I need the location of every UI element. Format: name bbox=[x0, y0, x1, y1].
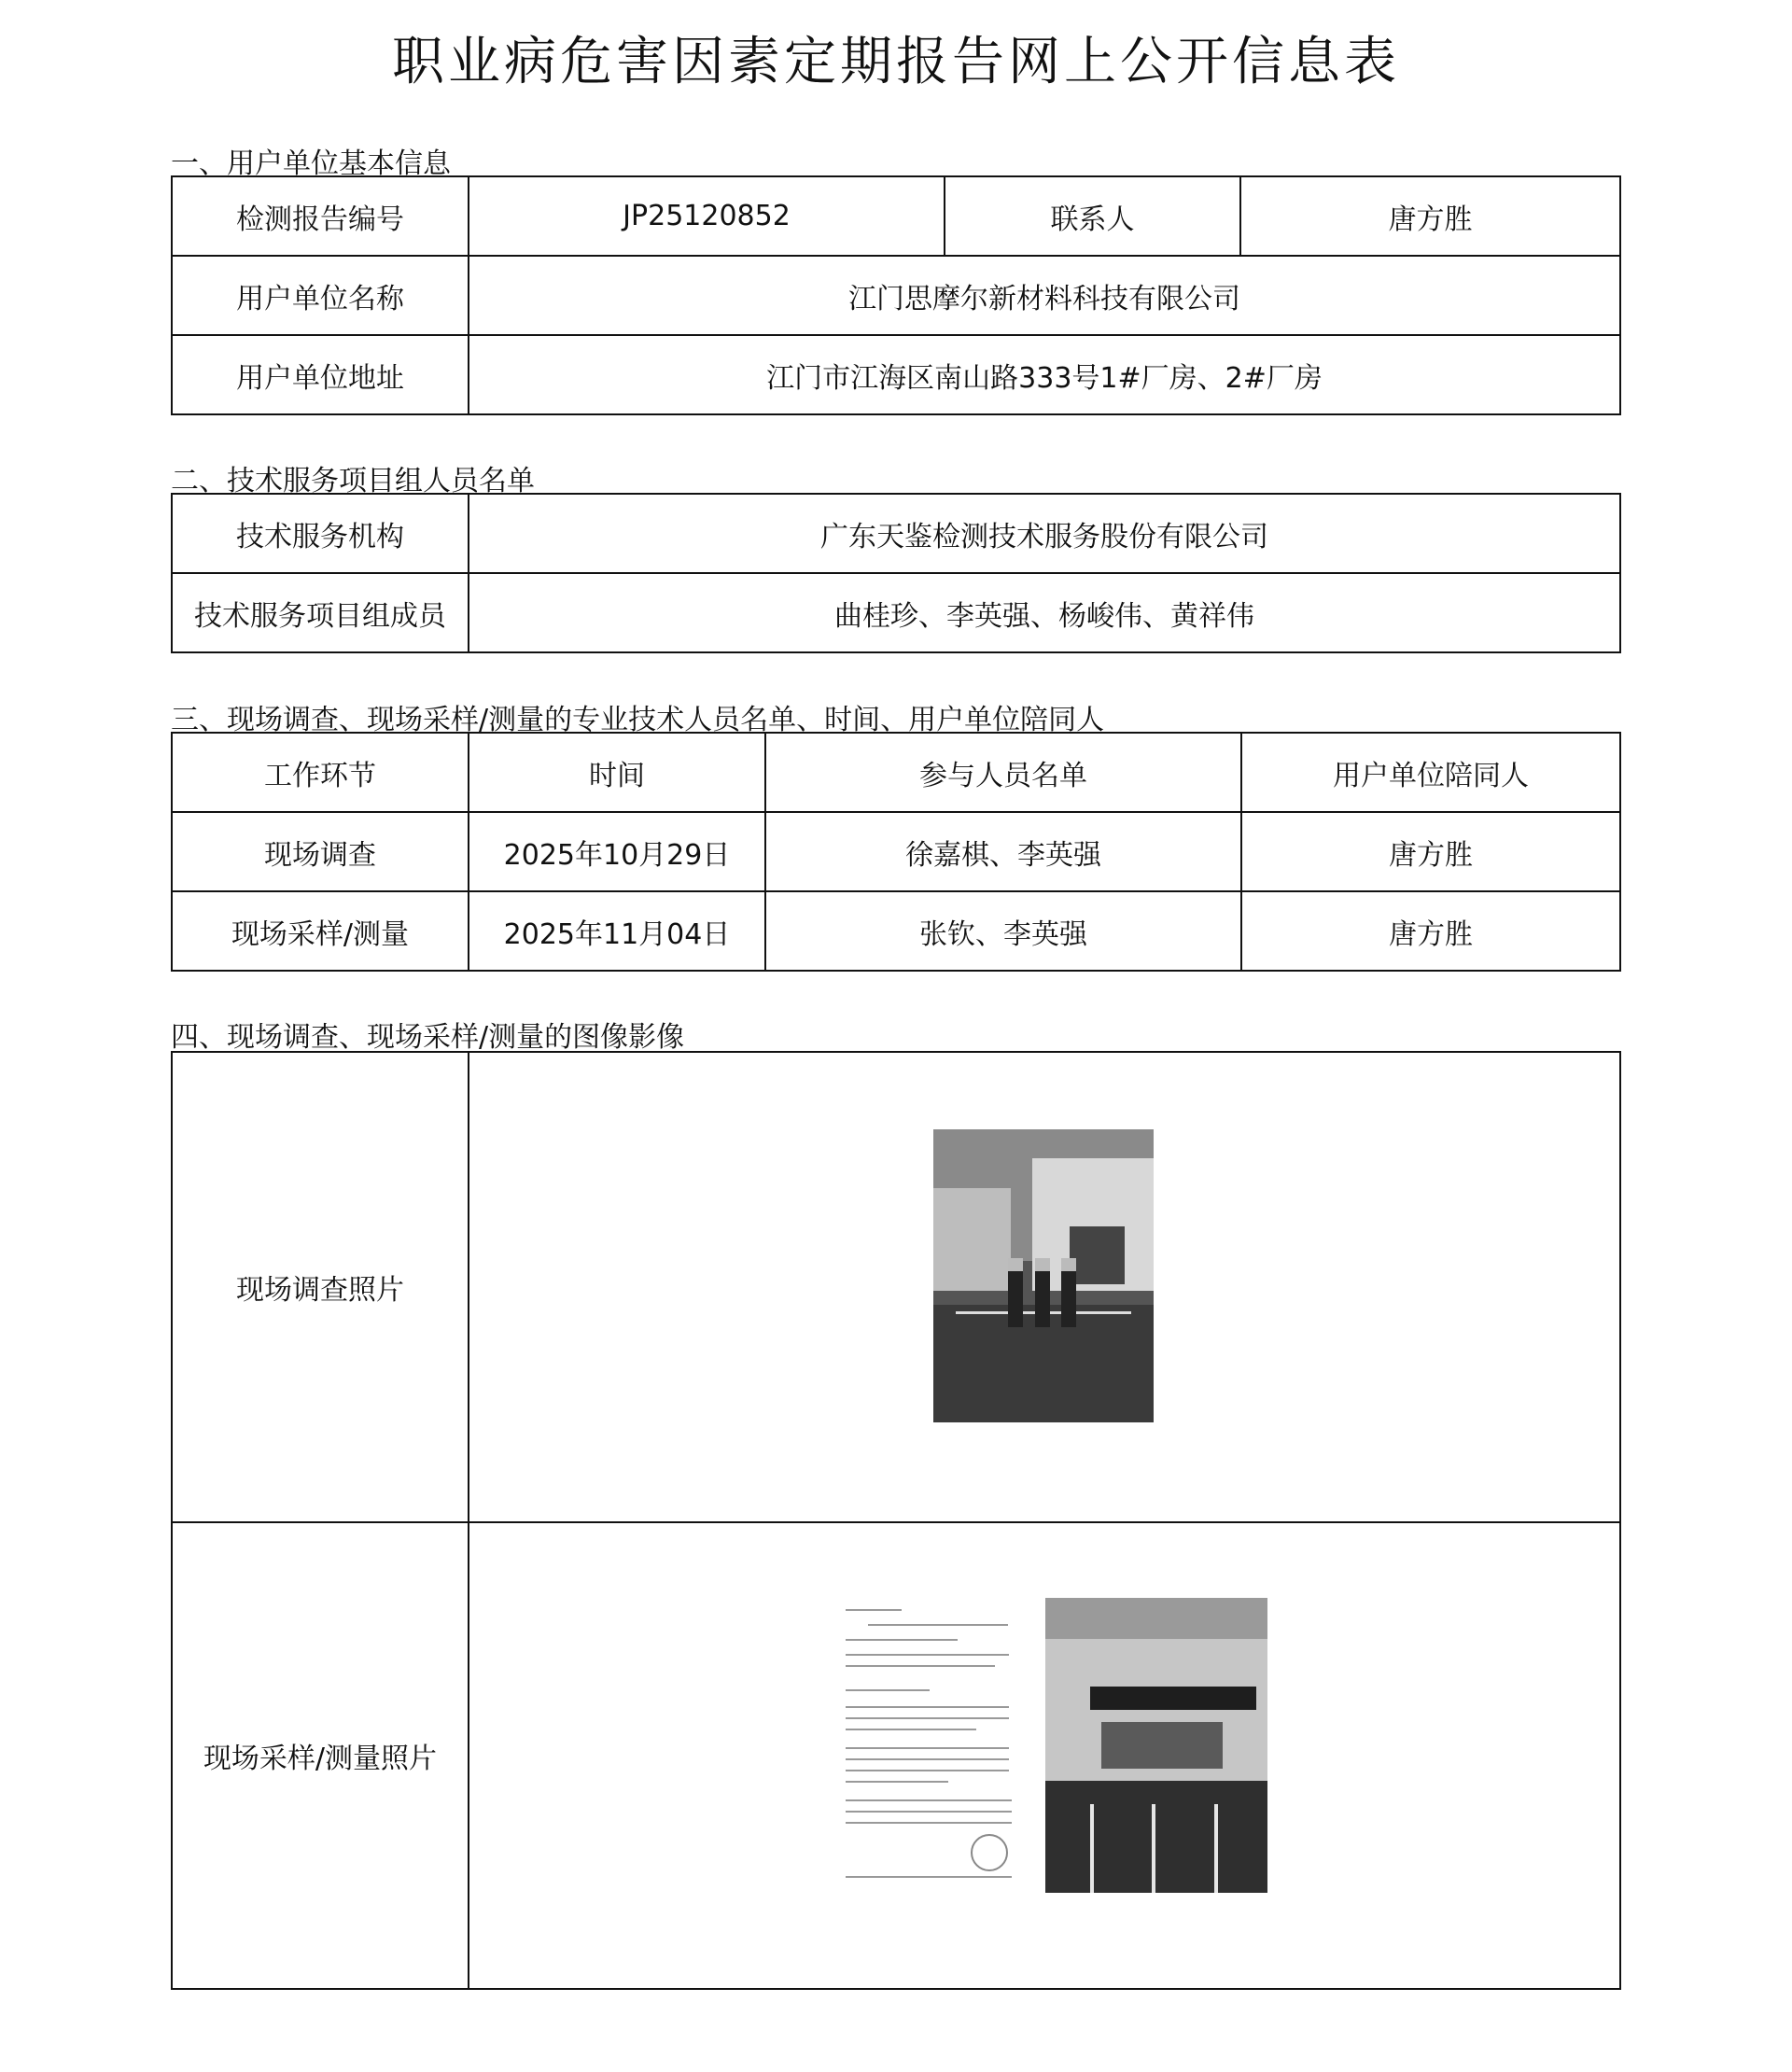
cell-time: 2025年11月04日 bbox=[469, 891, 765, 971]
table-row bbox=[172, 891, 1620, 971]
page-title: 职业病危害因素定期报告网上公开信息表 bbox=[392, 32, 1400, 92]
contact-value: 唐方胜 bbox=[1240, 176, 1620, 256]
contact-label: 联系人 bbox=[945, 176, 1240, 256]
photo-table bbox=[171, 1051, 1621, 1990]
report-no-label: 检测报告编号 bbox=[172, 176, 469, 256]
sampling-photo-label: 现场采样/测量照片 bbox=[172, 1522, 469, 1989]
cell-time: 2025年10月29日 bbox=[469, 812, 765, 891]
survey-photo-label: 现场调查照片 bbox=[172, 1052, 469, 1522]
survey-photo bbox=[933, 1129, 1154, 1422]
cell-escort: 唐方胜 bbox=[1241, 812, 1620, 891]
company-name-label: 用户单位名称 bbox=[172, 256, 469, 335]
section4-heading: 四、现场调查、现场采样/测量的图像影像 bbox=[171, 1021, 685, 1054]
table-row bbox=[172, 812, 1620, 891]
cell-participants: 张钦、李英强 bbox=[765, 891, 1241, 971]
team-members-label: 技术服务项目组成员 bbox=[172, 573, 469, 652]
header-stage: 工作环节 bbox=[172, 733, 469, 812]
team-members-value: 曲桂珍、李英强、杨峻伟、黄祥伟 bbox=[469, 573, 1620, 652]
cell-stage: 现场采样/测量 bbox=[172, 891, 469, 971]
section1-heading: 一、用户单位基本信息 bbox=[171, 147, 451, 180]
cell-escort: 唐方胜 bbox=[1241, 891, 1620, 971]
header-participants: 参与人员名单 bbox=[765, 733, 1241, 812]
header-escort: 用户单位陪同人 bbox=[1241, 733, 1620, 812]
company-address-value: 江门市江海区南山路333号1#厂房、2#厂房 bbox=[469, 335, 1620, 414]
survey-photo-cell bbox=[469, 1052, 1620, 1522]
basic-info-table bbox=[171, 175, 1621, 415]
service-org-label: 技术服务机构 bbox=[172, 494, 469, 573]
cell-stage: 现场调查 bbox=[172, 812, 469, 891]
project-team-table bbox=[171, 493, 1621, 653]
company-address-label: 用户单位地址 bbox=[172, 335, 469, 414]
company-name-value: 江门思摩尔新材料科技有限公司 bbox=[469, 256, 1620, 335]
header-time: 时间 bbox=[469, 733, 765, 812]
cell-participants: 徐嘉棋、李英强 bbox=[765, 812, 1241, 891]
report-no-value: JP25120852 bbox=[469, 176, 945, 256]
sampling-document-image bbox=[840, 1596, 1017, 1893]
section2-heading: 二、技术服务项目组人员名单 bbox=[171, 465, 535, 497]
sampling-photo bbox=[1045, 1598, 1267, 1893]
sampling-photo-cell bbox=[469, 1522, 1620, 1989]
field-work-table bbox=[171, 732, 1621, 972]
service-org-value: 广东天鉴检测技术服务股份有限公司 bbox=[469, 494, 1620, 573]
section3-heading: 三、现场调查、现场采样/测量的专业技术人员名单、时间、用户单位陪同人 bbox=[171, 704, 1105, 736]
